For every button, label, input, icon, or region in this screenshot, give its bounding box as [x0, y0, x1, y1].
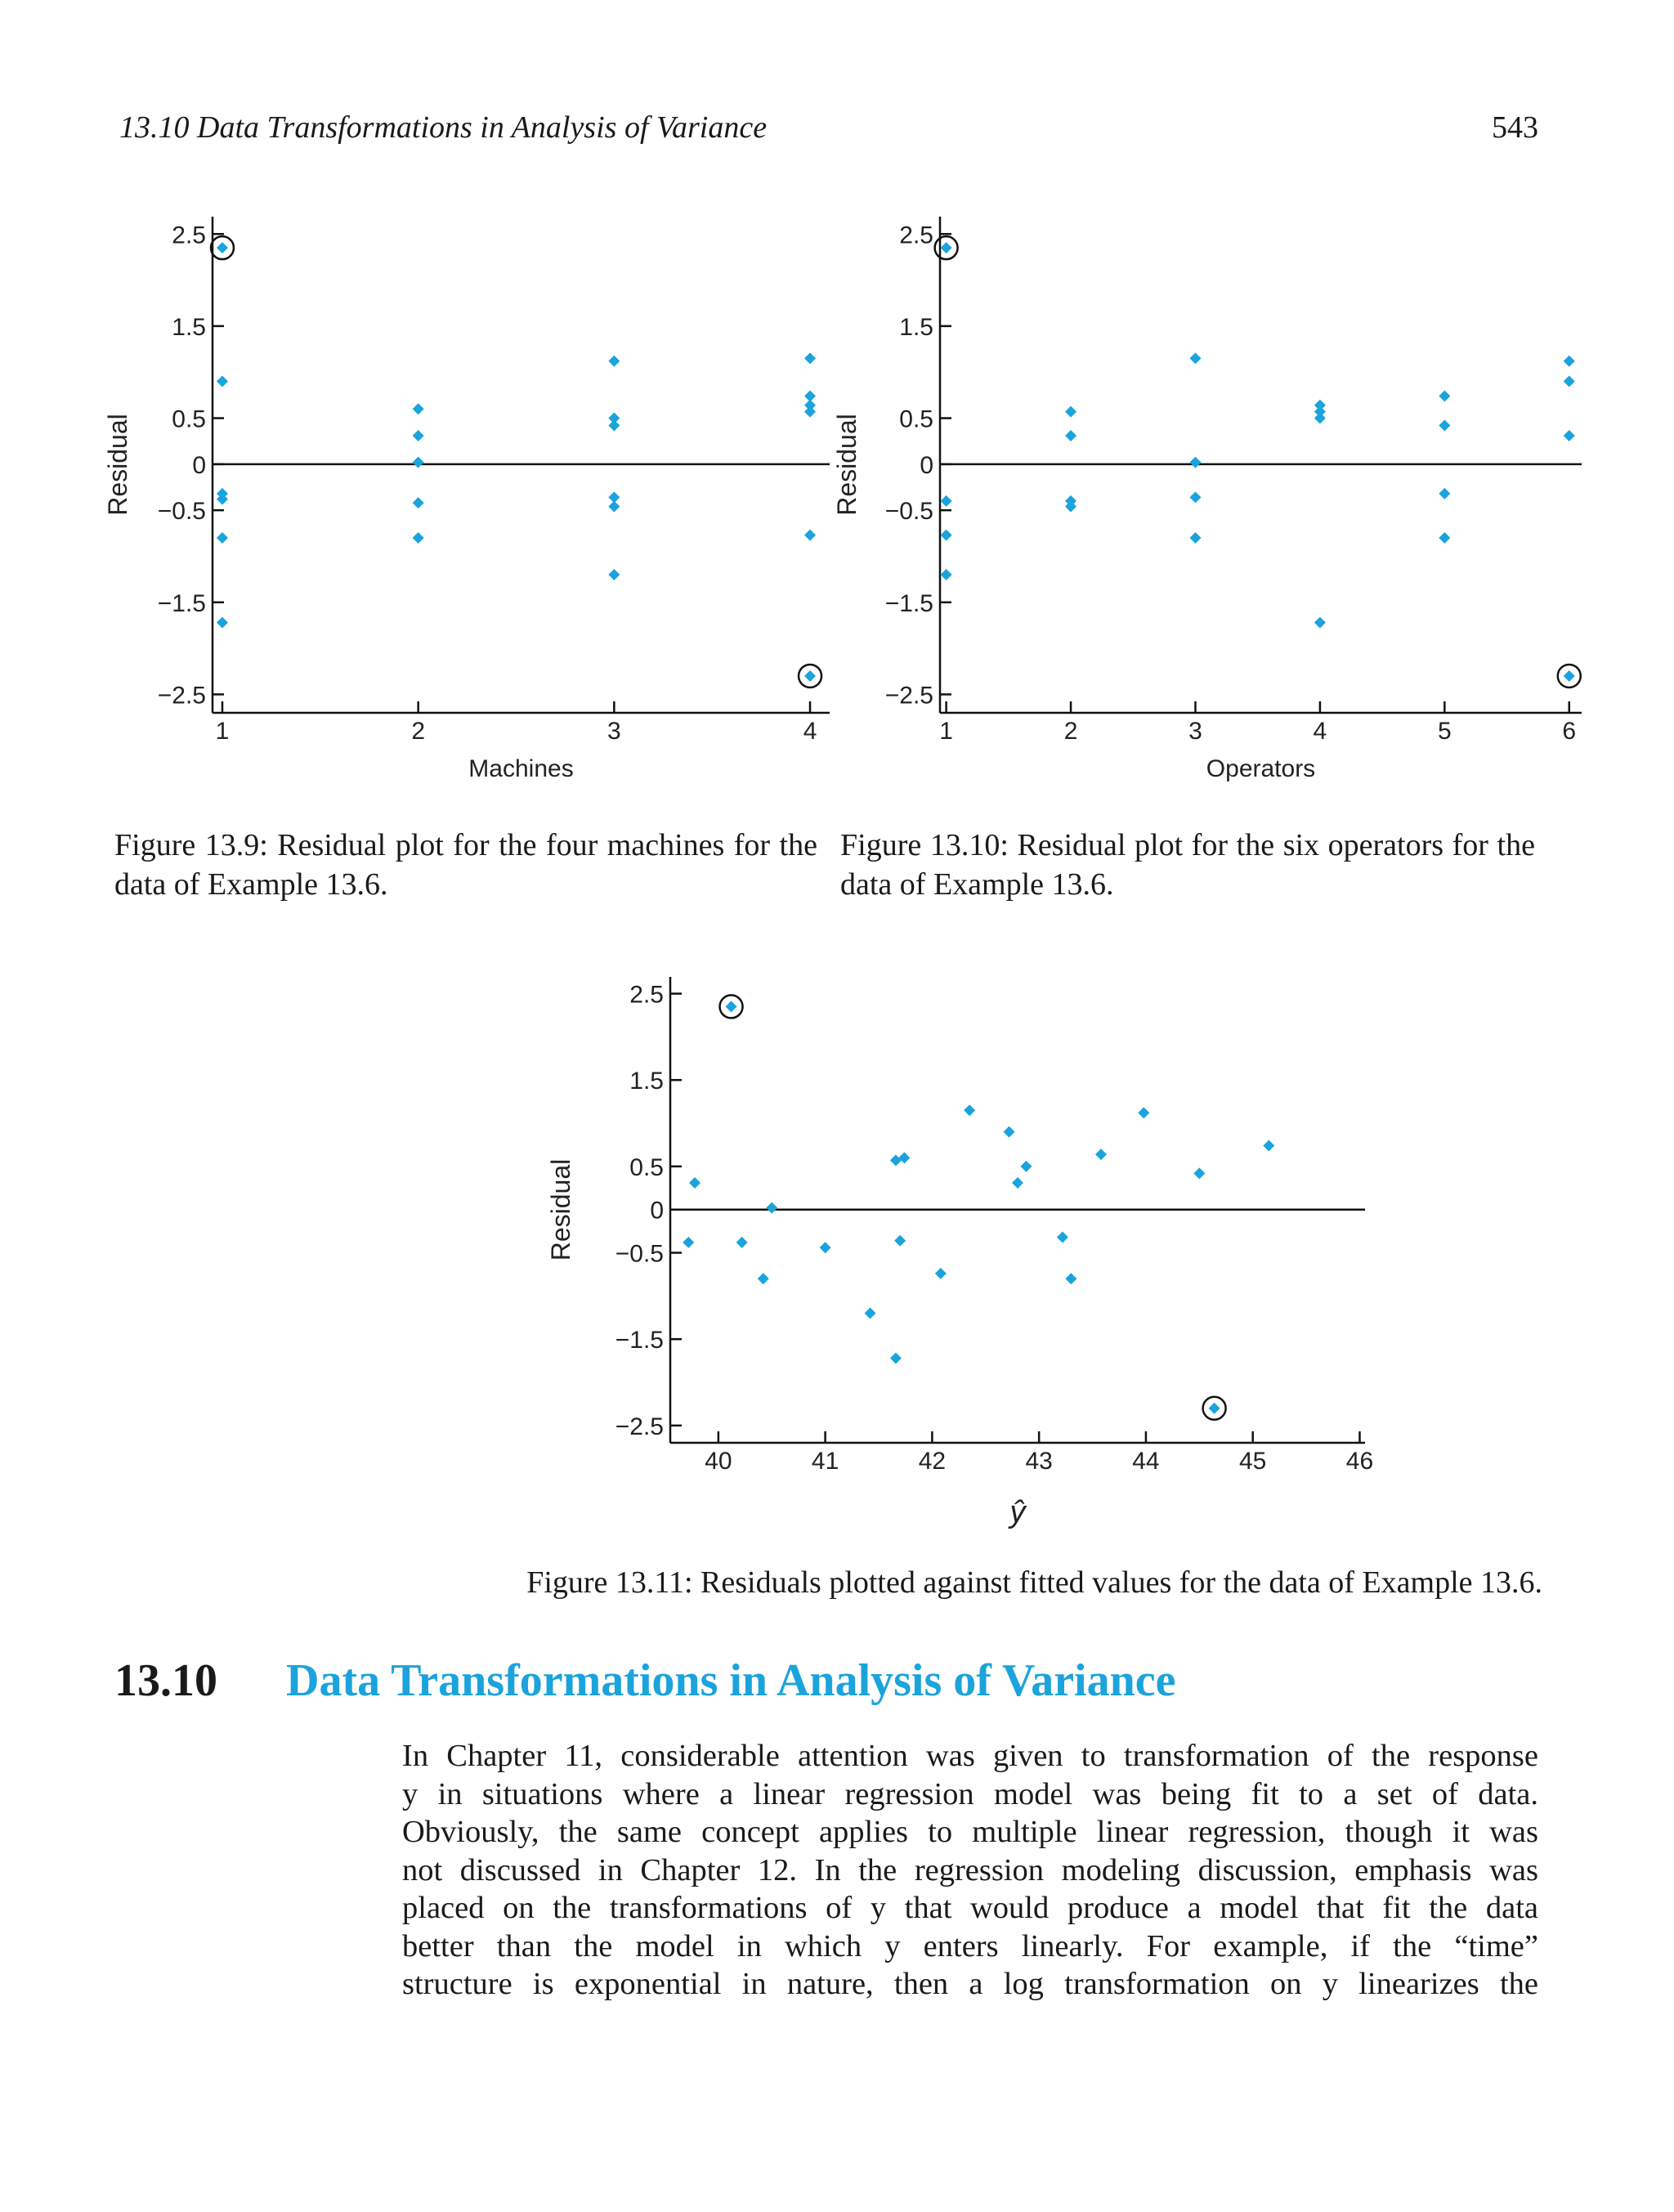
data-point — [894, 1235, 906, 1247]
y-tick-label: −0.5 — [157, 498, 206, 526]
data-point — [1564, 356, 1575, 367]
data-point — [1057, 1232, 1068, 1243]
body-line: structure is exponential in nature, then a log transformation on y linearizes the — [402, 1967, 1538, 2001]
data-point — [217, 532, 228, 544]
y-axis-label: Residual — [546, 1158, 575, 1261]
y-tick-label: 0.5 — [629, 1153, 664, 1181]
data-point — [217, 375, 228, 387]
residuals-vs-fitted-plot — [523, 940, 1422, 1529]
data-point — [804, 406, 816, 418]
body-line: not discussed in Chapter 12. In the regression modeling discussion, emphasis was — [402, 1852, 1538, 1887]
y-tick-label: 1.5 — [899, 313, 933, 341]
y-tick-label: −1.5 — [157, 589, 206, 617]
x-tick-label: 44 — [1132, 1448, 1160, 1475]
y-tick-label: 0 — [920, 451, 933, 479]
data-point — [1189, 532, 1201, 544]
y-tick-label: −0.5 — [884, 498, 933, 526]
data-point — [766, 1202, 777, 1214]
data-point — [1004, 1126, 1015, 1138]
data-point — [804, 670, 816, 682]
x-tick-label: 42 — [918, 1448, 947, 1475]
section-number: 13.10 — [114, 1655, 217, 1706]
body-line: Obviously, the same concept applies to multiple linear regression, though it was — [402, 1815, 1538, 1849]
x-tick-label: 3 — [607, 718, 621, 745]
x-tick-label: 40 — [705, 1448, 732, 1475]
figure-13-9-caption: Figure 13.9: Residual plot for the four machines for the data of Example 13.6. — [114, 828, 817, 902]
data-point — [736, 1237, 748, 1248]
body-line: In Chapter 11, considerable attention was given to transformation of the response — [402, 1739, 1538, 1773]
data-point — [413, 457, 424, 468]
data-point — [1138, 1107, 1149, 1118]
data-point — [413, 403, 424, 414]
residuals-by-operator-plot — [832, 180, 1618, 782]
data-point — [941, 530, 952, 541]
body-line: placed on the transformations of y that would produce a model that fit the data — [402, 1891, 1538, 1925]
x-tick-label: 4 — [1313, 718, 1327, 745]
y-tick-label: −1.5 — [615, 1327, 664, 1355]
data-point — [683, 1237, 694, 1248]
data-point — [890, 1352, 902, 1363]
body-line: y in situations where a linear regression model was being fit to a set of data. — [402, 1776, 1538, 1811]
data-point — [413, 430, 424, 441]
data-point — [608, 501, 620, 513]
data-point — [758, 1273, 769, 1284]
y-tick-label: −2.5 — [884, 682, 933, 710]
data-point — [1189, 352, 1201, 364]
x-tick-label: 2 — [1063, 718, 1078, 745]
data-point — [1209, 1403, 1220, 1414]
data-point — [608, 356, 620, 367]
y-tick-label: 2.5 — [629, 981, 664, 1009]
section-body — [402, 1737, 1538, 2004]
x-tick-label: 5 — [1437, 718, 1452, 745]
data-point — [804, 530, 816, 541]
data-point — [1065, 406, 1076, 418]
x-tick-label: 4 — [803, 718, 817, 745]
data-point — [1065, 430, 1076, 441]
data-point — [217, 242, 228, 253]
data-point — [1439, 488, 1450, 499]
y-tick-label: 0.5 — [172, 405, 206, 433]
y-tick-label: −2.5 — [615, 1413, 664, 1440]
x-tick-label: 43 — [1025, 1448, 1053, 1475]
y-tick-label: 0 — [192, 451, 206, 479]
y-tick-label: 0 — [650, 1197, 664, 1225]
data-point — [1564, 430, 1575, 441]
x-axis-label: Operators — [1206, 755, 1316, 782]
data-point — [1439, 391, 1450, 402]
data-point — [1189, 491, 1201, 503]
y-axis-label: Residual — [103, 414, 132, 516]
data-point — [1193, 1167, 1205, 1179]
data-point — [413, 497, 424, 508]
data-point — [413, 532, 424, 544]
data-point — [1189, 457, 1201, 468]
section-title: Data Transformations in Analysis of Variance — [286, 1655, 1176, 1706]
data-point — [608, 569, 620, 580]
x-tick-label: 3 — [1188, 718, 1202, 745]
data-point — [608, 420, 620, 432]
y-tick-label: 0.5 — [899, 405, 933, 433]
data-point — [804, 352, 816, 364]
data-point — [726, 1001, 737, 1012]
data-point — [820, 1242, 831, 1253]
data-point — [1314, 413, 1326, 424]
x-tick-label: 1 — [215, 718, 230, 745]
x-axis-label: Machines — [468, 755, 574, 782]
data-point — [689, 1177, 700, 1189]
data-point — [1012, 1177, 1023, 1189]
x-tick-label: 1 — [939, 718, 953, 745]
data-point — [1564, 375, 1575, 387]
running-head — [119, 108, 1538, 147]
y-axis-label: Residual — [832, 414, 862, 516]
data-point — [890, 1154, 902, 1166]
y-tick-label: 1.5 — [629, 1068, 664, 1095]
y-tick-label: 2.5 — [172, 222, 206, 249]
running-head-title: 13.10 Data Transformations in Analysis of Variance — [119, 110, 768, 145]
y-tick-label: 1.5 — [172, 313, 206, 341]
data-point — [1564, 670, 1575, 682]
data-point — [935, 1268, 947, 1279]
body-line: better than the model in which y enters linearly. For example, if the “time” — [402, 1928, 1538, 1963]
data-point — [1314, 617, 1326, 629]
y-tick-label: −1.5 — [884, 589, 933, 617]
data-point — [964, 1104, 975, 1116]
x-tick-label: 41 — [811, 1448, 839, 1475]
x-tick-label: 6 — [1562, 718, 1577, 745]
x-tick-label: 46 — [1345, 1448, 1374, 1475]
page-number: 543 — [1492, 110, 1538, 145]
data-point — [941, 569, 952, 580]
data-point — [1439, 420, 1450, 432]
data-point — [898, 1152, 910, 1163]
x-axis-label: ŷ — [1009, 1495, 1026, 1529]
figure-13-11-caption: Figure 13.11: Residuals plotted against fitted values for the data of Example 13.6. — [526, 1565, 1542, 1600]
y-tick-label: −2.5 — [157, 682, 206, 710]
data-point — [865, 1308, 876, 1319]
y-tick-label: −0.5 — [615, 1240, 664, 1268]
data-point — [941, 242, 952, 253]
x-tick-label: 45 — [1239, 1448, 1267, 1475]
data-point — [1065, 1273, 1076, 1284]
data-point — [1263, 1140, 1274, 1152]
data-point — [941, 495, 952, 507]
data-point — [217, 617, 228, 629]
section-heading — [114, 1651, 1553, 1710]
data-point — [1439, 532, 1450, 544]
residuals-by-machine-plot — [0, 180, 834, 782]
x-tick-label: 2 — [411, 718, 426, 745]
figure-13-10-caption: Figure 13.10: Residual plot for the six operators for the data of Example 13.6. — [840, 828, 1535, 902]
y-tick-label: 2.5 — [899, 222, 933, 249]
data-point — [1095, 1149, 1107, 1160]
data-point — [1020, 1161, 1032, 1172]
